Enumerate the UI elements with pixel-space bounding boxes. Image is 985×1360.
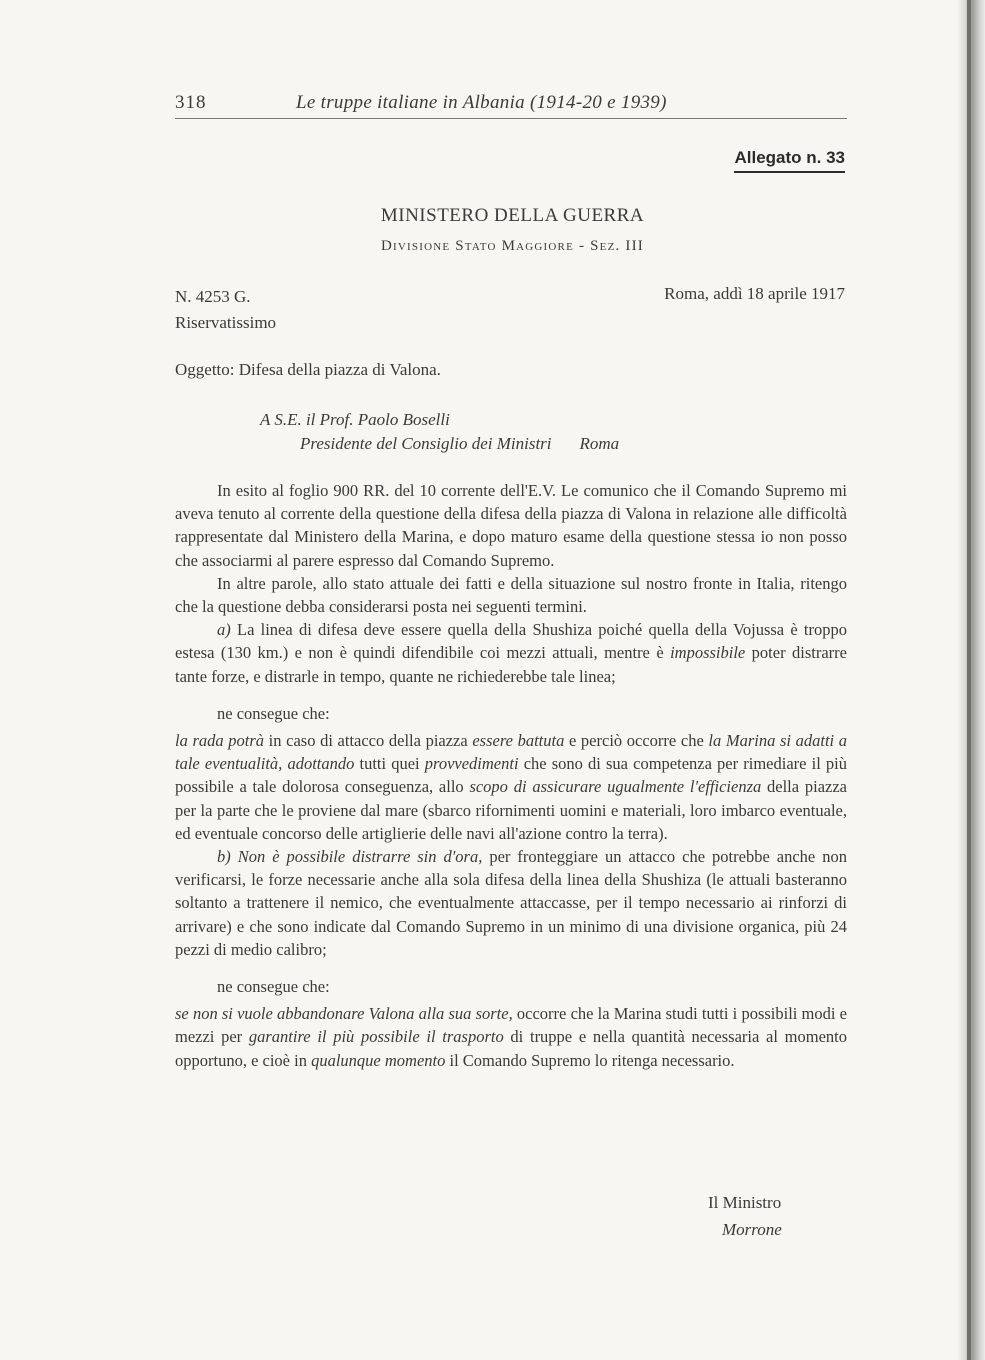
classification: Riservatissimo xyxy=(175,313,277,332)
allegato-label: Allegato n. 33 xyxy=(734,148,845,173)
c2-s1: se non si vuole abbandonare Valona alla sua sorte, xyxy=(175,1004,513,1024)
c1-s5: la Marina si adatti a tale eventualità, adottando xyxy=(175,731,848,774)
c1-s10: della piazza per la parte che le proviene dal mare (sbarco rifornimenti uomini e materiali, loro imbarco eventuale, ed eventuale concorso delle artiglierie delle navi all'azione contro la terra). xyxy=(175,777,847,843)
consequence-heading-2: ne consegue che: xyxy=(217,977,330,997)
letter-body xyxy=(175,479,847,1072)
place-date: Roma, addì 18 aprile 1917 xyxy=(664,284,845,303)
consequence-heading-1: ne consegue che: xyxy=(217,703,330,723)
subject-line: Oggetto: Difesa della piazza di Valona. xyxy=(175,360,441,379)
point-a xyxy=(175,618,847,688)
page-binding-edge xyxy=(957,0,985,1360)
point-b-text: per fronteggiare un attacco che potrebbe anche non verificarsi, le forze necessarie anche alla sola difesa della linea della Shushiza (le attuali basteranno soltanto a trattenere il nemico, che eventualmente attaccasse, per il tempo necessario ai rinforzi di arrivare) e che sono indicate dal Comando Supremo in un minimo di una divisione organica, più 24 pezzi di medio calibro; xyxy=(175,847,847,959)
c2-s3: garantire il più possibile il trasporto xyxy=(248,1027,504,1047)
addressee-block xyxy=(260,408,619,456)
c2-s4: di truppe e nella quantità necessaria al momento opportuno, e cioè in xyxy=(175,1027,847,1070)
division-heading: Divisione Stato Maggiore - Sez. III xyxy=(381,238,644,254)
c1-s3: essere battuta xyxy=(472,731,565,751)
c2-s2: occorre che la Marina studi tutti i possibili modi e mezzi per xyxy=(175,1004,847,1047)
point-a-text-2: poter distrarre tante forze, e distrarle in tempo, quante ne richiederebbe tale linea; xyxy=(175,643,847,686)
c1-s1: la rada potrà xyxy=(175,731,265,751)
point-b xyxy=(175,845,847,961)
point-a-emphasis: impossibile xyxy=(670,643,746,663)
signature-name: Morrone xyxy=(722,1220,782,1239)
protocol-number: N. 4253 G. xyxy=(175,287,251,306)
c1-s8: che sono di sua competenza per rimediare il più possibile a tale dolorosa conseguenza, allo xyxy=(175,754,848,797)
running-header xyxy=(175,92,847,119)
consequence-1 xyxy=(175,729,847,845)
c2-s6: il Comando Supremo lo ritenga necessario. xyxy=(445,1050,735,1070)
page-number: 318 xyxy=(175,92,207,113)
consequence-2 xyxy=(175,1002,847,1072)
paragraph-2: In altre parole, allo stato attuale dei fatti e della situazione sul nostro fronte in Italia, ritengo che la questione debba considerarsi posta nei seguenti termini. xyxy=(175,573,847,617)
c1-s6: tutti quei xyxy=(354,754,425,774)
signature-title: Il Ministro xyxy=(708,1193,782,1212)
c1-s4: e perciò occorre che xyxy=(564,731,709,751)
addressee-city: Roma xyxy=(579,434,620,453)
c1-s7: provvedimenti xyxy=(424,754,519,774)
point-b-emphasis: Non è possibile distrarre sin d'ora, xyxy=(230,847,483,867)
c1-s9: scopo di assicurare ugualmente l'efficienza xyxy=(469,777,762,797)
protocol-block xyxy=(175,284,276,336)
addressee-line-1: A S.E. il Prof. Paolo Boselli xyxy=(260,410,450,429)
paragraph-1: In esito al foglio 900 RR. del 10 corrente dell'E.V. Le comunico che il Comando Supremo mi aveva tenuto al corrente della questione della difesa della piazza di Valona in relazione alle difficoltà rappresentate dal Ministero della Marina, e dopo maturo esame della questione stessa io non posso che associarmi al parere espresso dal Comando Supremo. xyxy=(175,481,847,570)
ministry-heading: MINISTERO DELLA GUERRA xyxy=(380,205,645,226)
addressee-title: Presidente del Consiglio dei Ministri xyxy=(300,434,552,453)
point-a-label: a) xyxy=(217,620,231,640)
c2-s5: qualunque momento xyxy=(311,1050,446,1070)
point-a-text-1: La linea di difesa deve essere quella della Shushiza poiché quella della Vojussa è troppo estesa (130 km.) e non è quindi difendibile coi mezzi attuali, mentre è xyxy=(175,620,847,663)
c1-s2: in caso di attacco della piazza xyxy=(264,731,473,751)
addressee-line-2 xyxy=(260,432,619,456)
running-title: Le truppe italiane in Albania (1914-20 e 1939) xyxy=(296,92,667,113)
point-b-label: b) xyxy=(217,847,231,867)
